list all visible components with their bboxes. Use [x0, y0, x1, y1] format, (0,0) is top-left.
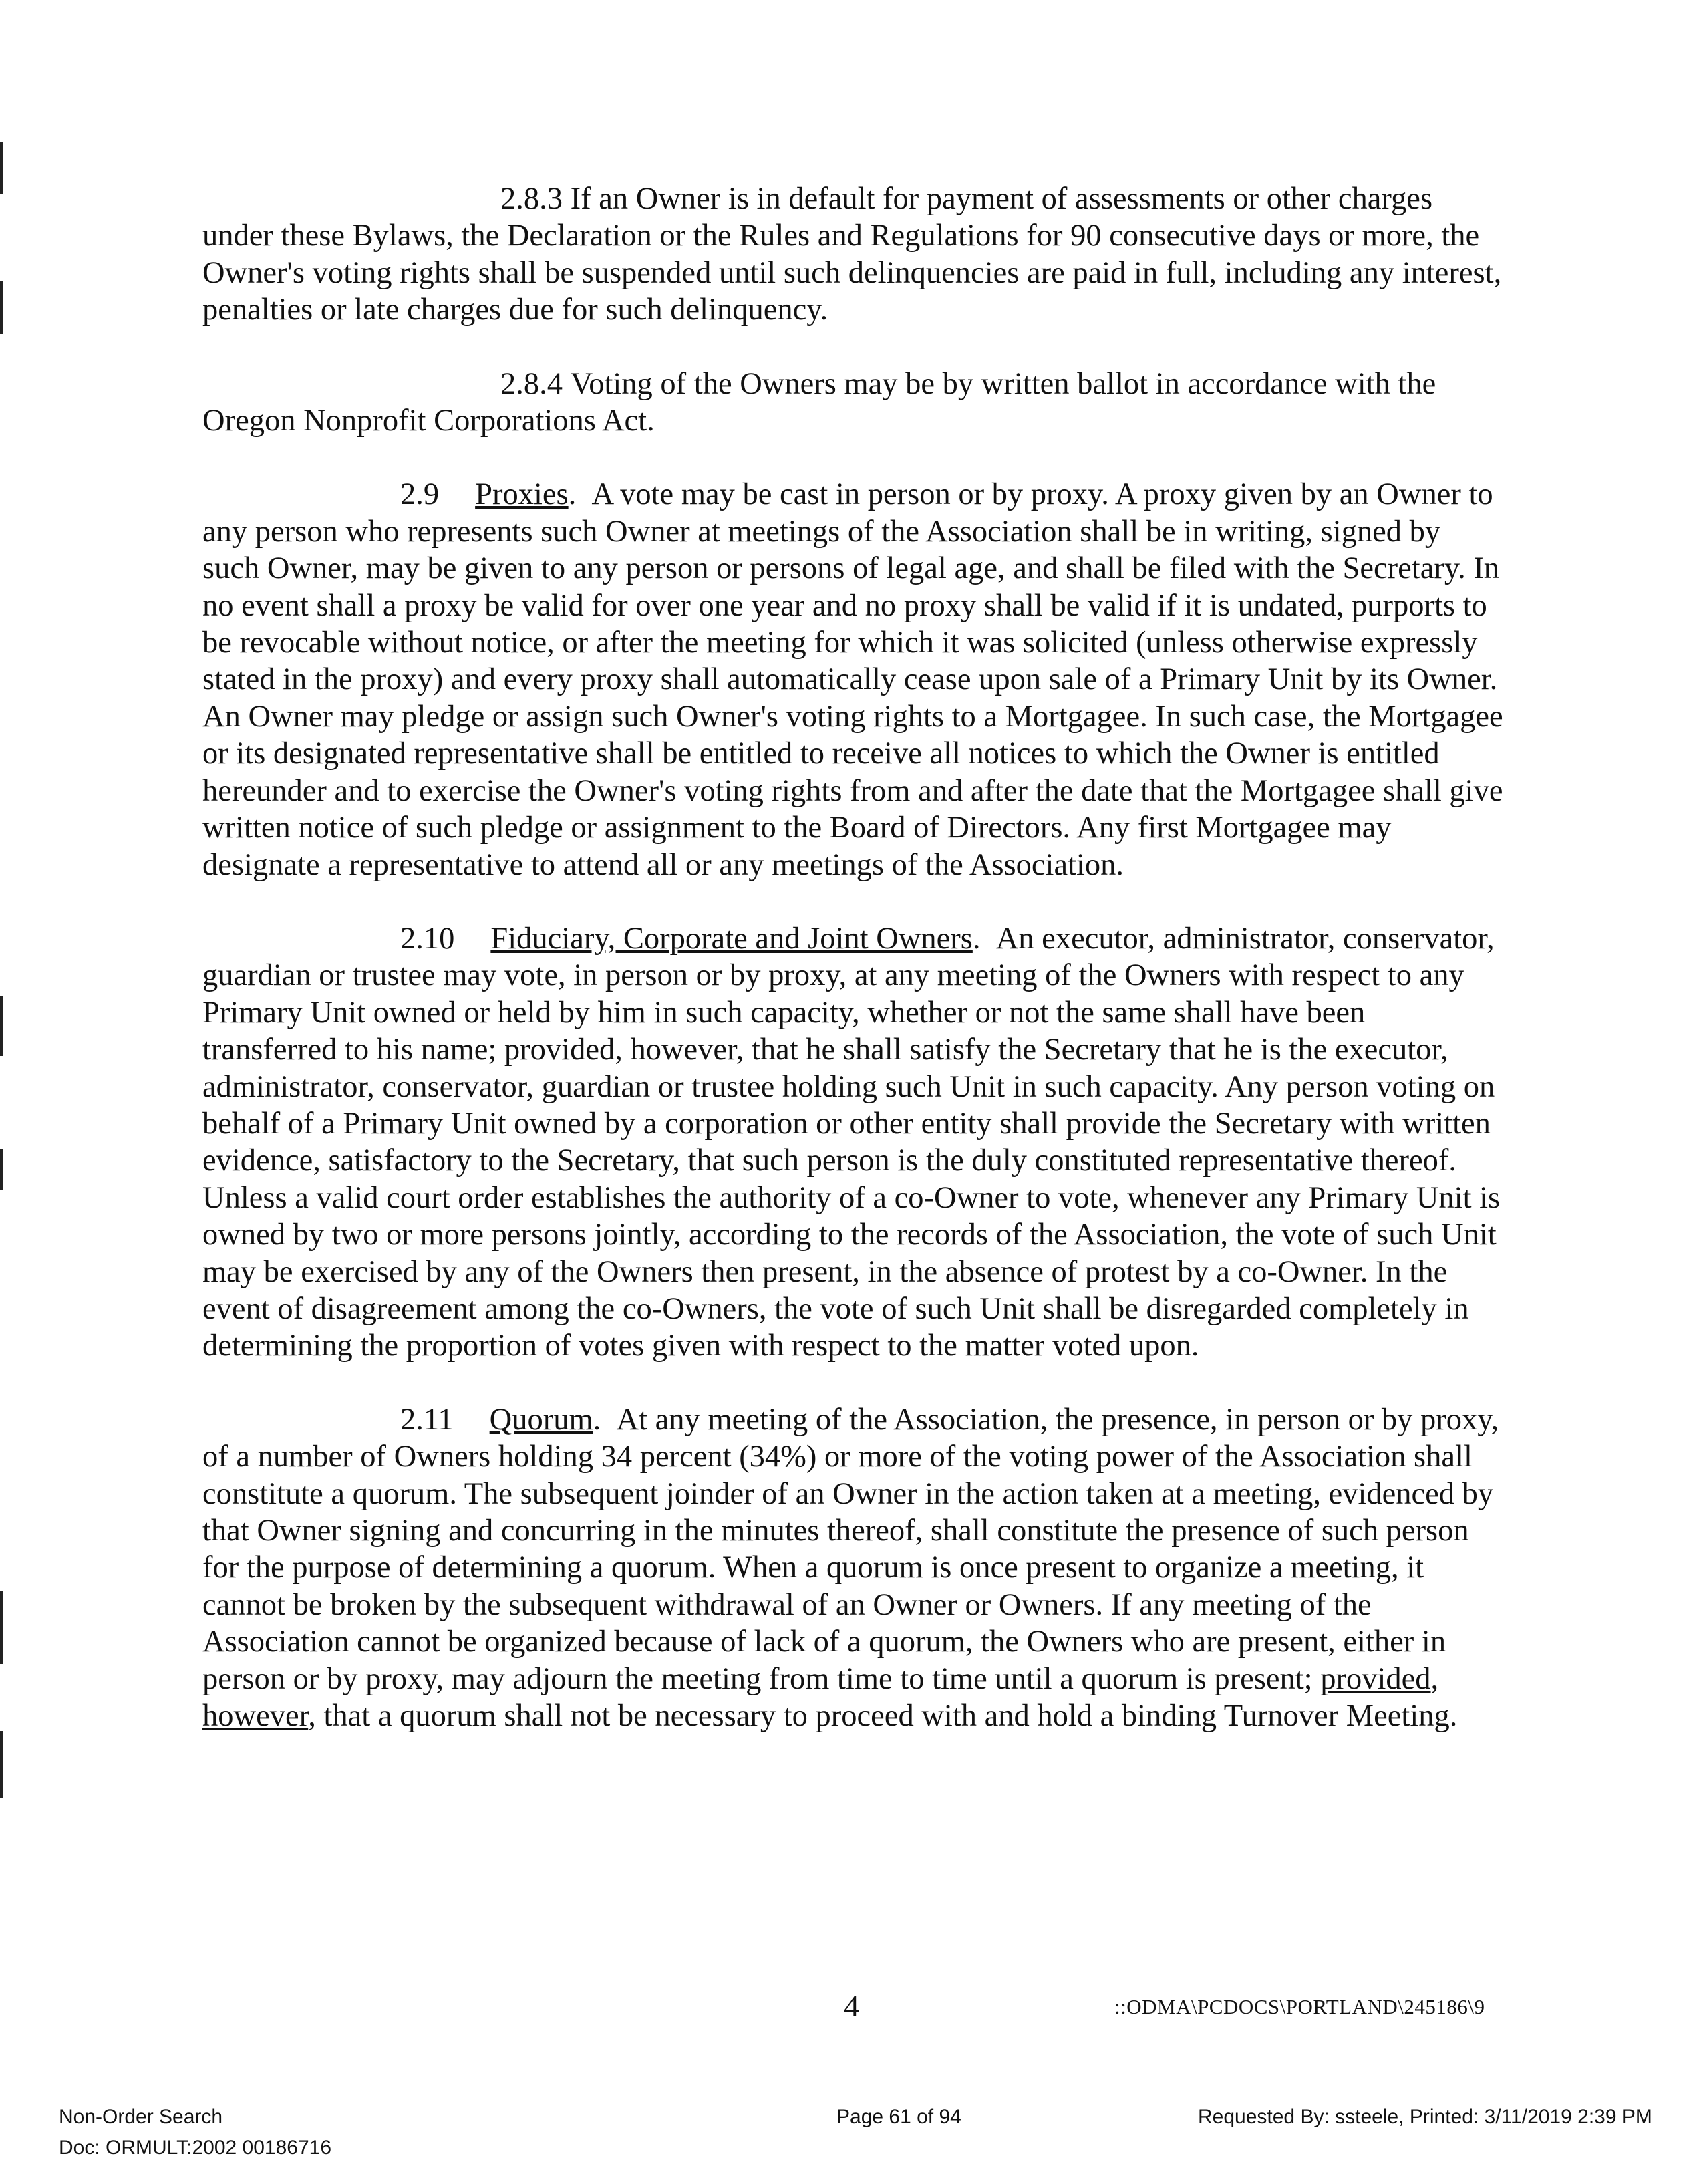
- scan-margin-mark: [0, 996, 3, 1056]
- paragraph-text: Voting of the Owners may be by written ballot in accordance with the Oregon Nonprofit Corporations Act.: [202, 366, 1436, 438]
- paragraph-text: An executor, administrator, conservator, guardian or trustee may vote, in person or by proxy, at any meeting of the Owners with respect to any Primary Unit owned or held by him in such capacity, whether or not the same shall have been transferred to his name; provided, however, that he shall satisfy the Secretary that he is the executor, administrator, conservator, guardian or trustee holding such Unit in such capacity. Any person voting on behalf of a Primary Unit owned by a corporation or other entity shall provide the Secretary with written evidence, satisfactory to the Secretary, that such person is the duly constituted representative thereof. Unless a valid court order establishes the authority of a co-Owner to vote, whenever any Primary Unit is owned by two or more persons jointly, according to the records of the Association, the vote of such Unit may be exercised by any of the Owners then present, in the absence of protest by a co-Owner. In the event of disagreement among the co-Owners, the vote of such Unit shall be disregarded completely in determining the proportion of votes given with respect to the matter voted upon.: [202, 921, 1501, 1363]
- requested-by-label: Requested By: ssteele, Printed: 3/11/2019 2:39 PM: [1198, 2106, 1652, 2128]
- paragraph-2-8-3: [202, 180, 1504, 329]
- section-heading: Fiduciary, Corporate and Joint Owners: [490, 921, 973, 956]
- paragraph-2-11: 2.11 Quorum. At any meeting of the Association, the presence, in person or by proxy, of a number of Owners holding 34 percent (34%) or more of the voting power of the Association shall constitute a quorum. The subsequent joinder of an Owner in the action taken at a meeting, evidenced by that Owner signing and concurring in the minutes thereof, shall constitute the presence of such person for the purpose of determining a quorum. When a quorum is once present to organize a meeting, it cannot be broken by the subsequent withdrawal of an Owner or Owners. If any meeting of the Association cannot be organized because of lack of a quorum, the Owners who are present, either in person or by proxy, may adjourn the meeting from time to time until a quorum is present; provided, however, that a quorum shall not be necessary to proceed with and hold a binding Turnover Meeting.: [202, 1402, 1499, 1734]
- paragraph-text: A vote may be cast in person or by proxy. A proxy given by an Owner to any person who represents such Owner at meetings of the Association shall be in writing, signed by such Owner, may be given to any person or persons of legal age, and shall be filed with the Secretary. In no event shall a proxy be valid for over one year and no proxy shall be valid if it is undated, purports to be revocable without notice, or after the meeting for which it was solicited (unless otherwise expressly stated in the proxy) and every proxy shall automatically cease upon sale of a Primary Unit by its Owner. An Owner may pledge or assign such Owner's voting rights to a Mortgagee. In such case, the Mortgagee or its designated representative shall be entitled to receive all notices to which the Owner is entitled hereunder and to exercise the Owner's voting rights from and after the date that the Mortgagee shall give written notice of such pledge or assignment to the Board of Directors. Any first Mortgagee may designate a representative to attend all or any meetings of the Association.: [202, 477, 1503, 882]
- section-number: 2.8.3: [500, 182, 563, 216]
- scan-margin-mark: [0, 1731, 3, 1798]
- paragraph-2-10: 2.10 Fiduciary, Corporate and Joint Owners. An executor, administrator, conservator, guardian or trustee may vote, in person or by proxy, at any meeting of the Owners with respect to any Primary Unit owned or held by him in such capacity, whether or not the same shall have been transferred to his name; provided, however, that he shall satisfy the Secretary that he is the executor, administrator, conservator, guardian or trustee holding such Unit in such capacity. Any person voting on behalf of a Primary Unit owned by a corporation or other entity shall provide the Secretary with written evidence, satisfactory to the Secretary, that such person is the duly constituted representative thereof. Unless a valid court order establishes the authority of a co-Owner to vote, whenever any Primary Unit is owned by two or more persons jointly, according to the records of the Association, the vote of such Unit may be exercised by any of the Owners then present, in the absence of protest by a co-Owner. In the event of disagreement among the co-Owners, the vote of such Unit shall be disregarded completely in determining the proportion of votes given with respect to the matter voted upon.: [202, 921, 1501, 1363]
- section-number: 2.9: [400, 477, 440, 512]
- scan-margin-mark: [0, 1591, 3, 1664]
- paragraph-2-8-4: [202, 366, 1504, 440]
- underlined-term: provided: [1320, 1661, 1431, 1696]
- page-number: 4: [844, 1989, 859, 2023]
- scan-margin-mark: [0, 142, 3, 194]
- paragraph-2-9: 2.9 Proxies. A vote may be cast in person or by proxy. A proxy given by an Owner to any person who represents such Owner at meetings of the Association shall be in writing, signed by such Owner, may be given to any person or persons of legal age, and shall be filed with the Secretary. In no event shall a proxy be valid for over one year and no proxy shall be valid if it is undated, purports to be revocable without notice, or after the meeting for which it was solicited (unless otherwise expressly stated in the proxy) and every proxy shall automatically cease upon sale of a Primary Unit by its Owner. An Owner may pledge or assign such Owner's voting rights to a Mortgagee. In such case, the Mortgagee or its designated representative shall be entitled to receive all notices to which the Owner is entitled hereunder and to exercise the Owner's voting rights from and after the date that the Mortgagee shall give written notice of such pledge or assignment to the Board of Directors. Any first Mortgagee may designate a representative to attend all or any meetings of the Association.: [202, 477, 1503, 882]
- document-id-label: Doc: ORMULT:2002 00186716: [59, 2137, 332, 2159]
- search-type-label: Non-Order Search: [59, 2106, 223, 2128]
- section-heading: Quorum: [489, 1402, 593, 1437]
- page-count-label: Page 61 of 94: [836, 2106, 961, 2128]
- document-path: ::ODMA\PCDOCS\PORTLAND\245186\9: [1114, 1995, 1485, 2018]
- section-number: 2.10: [400, 921, 455, 956]
- section-number: 2.8.4: [500, 366, 563, 401]
- paragraph-text: If an Owner is in default for payment of assessments or other charges under these Bylaws, the Declaration or the Rules and Regulations for 90 consecutive days or more, the Owner's voting rights shall be suspended until such delinquencies are paid in full, including any interest, penalties or late charges due for such delinquency.: [202, 182, 1502, 327]
- scan-margin-mark: [0, 1149, 3, 1190]
- section-number: 2.11: [400, 1402, 454, 1437]
- paragraph-text: that a quorum shall not be necessary to proceed with and hold a binding Turnover Meeting.: [323, 1699, 1458, 1734]
- paragraph-text: At any meeting of the Association, the presence, in person or by proxy, of a number of Owners holding 34 percent (34%) or more of the voting power of the Association shall constitute a quorum. The subsequent joinder of an Owner in the action taken at a meeting, evidenced by that Owner signing and concurring in the minutes thereof, shall constitute the presence of such person for the purpose of determining a quorum. When a quorum is once present to organize a meeting, it cannot be broken by the subsequent withdrawal of an Owner or Owners. If any meeting of the Association cannot be organized because of lack of a quorum, the Owners who are present, either in person or by proxy, may adjourn the meeting from time to time until a quorum is present;: [202, 1402, 1499, 1696]
- document-body: [202, 180, 1504, 1771]
- scan-margin-mark: [0, 281, 3, 334]
- section-heading: Proxies: [475, 477, 569, 512]
- underlined-term: however: [202, 1699, 309, 1734]
